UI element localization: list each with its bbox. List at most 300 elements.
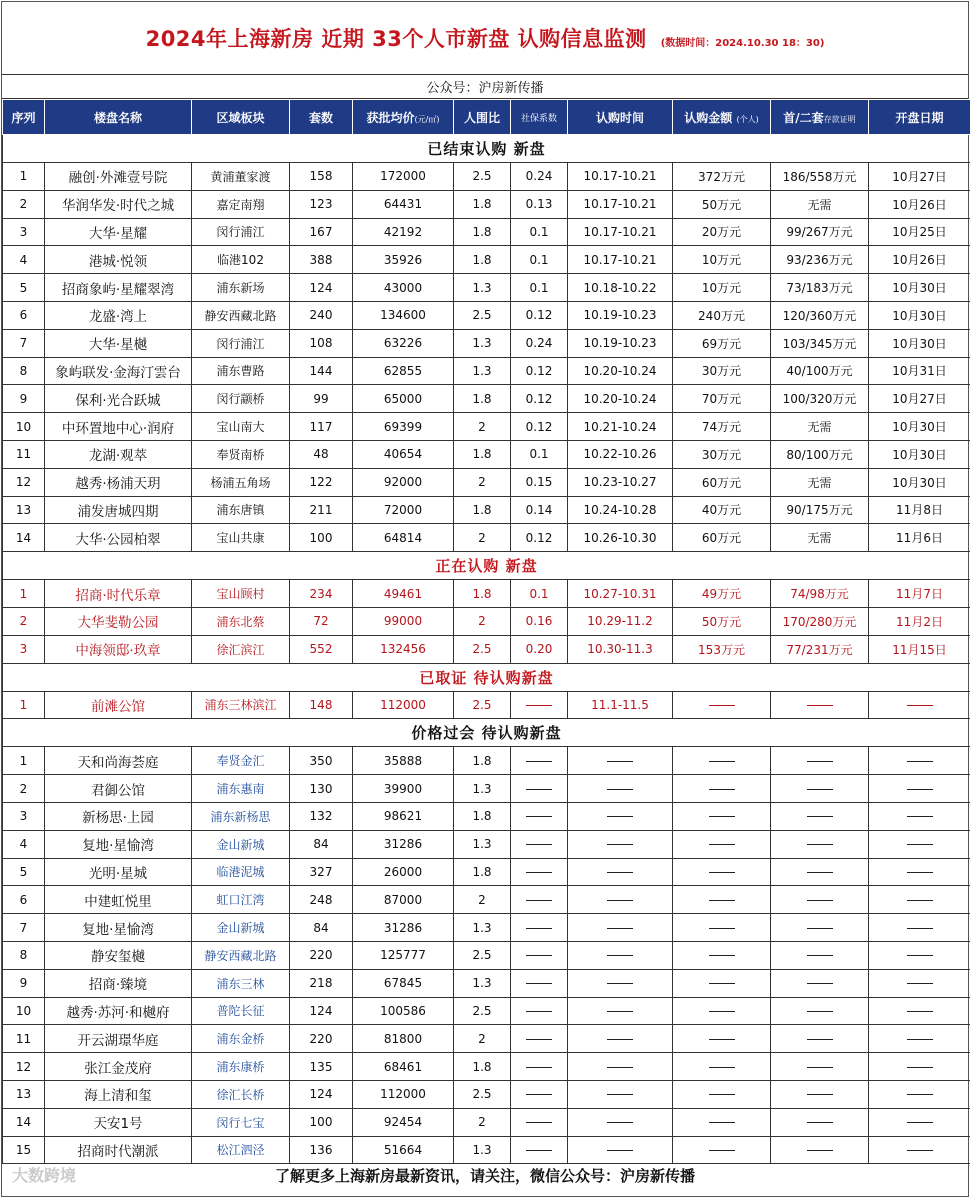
- units: 158: [290, 163, 353, 191]
- dash-mark: [907, 1039, 933, 1040]
- dash-mark: [907, 761, 933, 762]
- units: 388: [290, 246, 353, 274]
- table-row: [3, 886, 970, 914]
- row-index: 14: [3, 1108, 45, 1136]
- ratio: 2: [454, 886, 511, 914]
- district: 临港泥城: [192, 858, 290, 886]
- subscribe-amount: 30万元: [673, 440, 771, 468]
- dash-mark: [526, 900, 552, 901]
- project-name: 融创·外滩壹号院: [45, 163, 192, 191]
- col-price: 获批均价(元/㎡): [353, 100, 454, 135]
- open-date: 10月27日: [869, 385, 970, 413]
- subscribe-time: [568, 1080, 673, 1108]
- ratio: 1.8: [454, 385, 511, 413]
- avg-price: 92454: [353, 1108, 454, 1136]
- row-index: 7: [3, 329, 45, 357]
- avg-price: 134600: [353, 301, 454, 329]
- first-second-deposit: [771, 1108, 869, 1136]
- units: 167: [290, 218, 353, 246]
- district: 奉贤金汇: [192, 747, 290, 775]
- subscribe-time: [568, 830, 673, 858]
- data-timestamp: (数据时间：2024.10.30 18：30): [661, 34, 825, 49]
- ratio: 1.8: [454, 580, 511, 608]
- row-index: 11: [3, 1025, 45, 1053]
- table-row: [3, 1025, 970, 1053]
- subscribe-time: 10.17-10.21: [568, 246, 673, 274]
- table-row: [3, 635, 970, 663]
- dash-mark: [526, 816, 552, 817]
- subscribe-time: 10.26-10.30: [568, 524, 673, 552]
- district: 宝山共康: [192, 524, 290, 552]
- row-index: 15: [3, 1136, 45, 1164]
- table-row: [3, 190, 970, 218]
- dash-mark: [526, 1067, 552, 1068]
- subscribe-time: 10.19-10.23: [568, 329, 673, 357]
- row-index: 13: [3, 1080, 45, 1108]
- first-second-deposit: 90/175万元: [771, 496, 869, 524]
- subscribe-amount: 50万元: [673, 607, 771, 635]
- project-name: 前滩公馆: [45, 691, 192, 719]
- row-index: 1: [3, 163, 45, 191]
- open-date: [869, 1053, 970, 1081]
- project-name: 复地·星愉湾: [45, 914, 192, 942]
- account-line: 公众号：沪房新传播: [2, 75, 968, 99]
- social-coeff: 0.24: [511, 163, 568, 191]
- first-second-deposit: 80/100万元: [771, 440, 869, 468]
- first-second-deposit: [771, 858, 869, 886]
- first-second-deposit: [771, 1025, 869, 1053]
- footer-note: 了解更多上海新房最新资讯，请关注，微信公众号：沪房新传播: [2, 1154, 968, 1196]
- dash-mark: [526, 1150, 552, 1151]
- district: 浦东新场: [192, 274, 290, 302]
- district: 松江泗泾: [192, 1136, 290, 1164]
- subscribe-time: [568, 775, 673, 803]
- avg-price: 132456: [353, 635, 454, 663]
- dash-mark: [607, 816, 633, 817]
- units: 136: [290, 1136, 353, 1164]
- avg-price: 63226: [353, 329, 454, 357]
- district: 闵行七宝: [192, 1108, 290, 1136]
- table-row: [3, 218, 970, 246]
- first-second-deposit: [771, 997, 869, 1025]
- table-row: [3, 802, 970, 830]
- social-coeff: 0.1: [511, 580, 568, 608]
- open-date: [869, 1080, 970, 1108]
- project-name: 天安1号: [45, 1108, 192, 1136]
- dash-mark: [807, 872, 833, 873]
- project-name: 招商象屿·星耀翠湾: [45, 274, 192, 302]
- row-index: 7: [3, 914, 45, 942]
- subscribe-amount: 372万元: [673, 163, 771, 191]
- project-name: 天和尚海荟庭: [45, 747, 192, 775]
- first-second-deposit: 170/280万元: [771, 607, 869, 635]
- first-second-deposit: 99/267万元: [771, 218, 869, 246]
- dash-mark: [709, 1150, 735, 1151]
- social-coeff: [511, 830, 568, 858]
- dash-mark: [526, 1011, 552, 1012]
- subscribe-amount: 153万元: [673, 635, 771, 663]
- col-index: 序列: [3, 100, 45, 135]
- table-row: [3, 1080, 970, 1108]
- subscribe-time: 10.23-10.27: [568, 468, 673, 496]
- dash-mark: [709, 900, 735, 901]
- open-date: 10月30日: [869, 274, 970, 302]
- ratio: 1.8: [454, 747, 511, 775]
- dash-mark: [709, 983, 735, 984]
- project-name: 招商·臻境: [45, 969, 192, 997]
- table-row: [3, 385, 970, 413]
- social-coeff: [511, 969, 568, 997]
- avg-price: 112000: [353, 1080, 454, 1108]
- district: 浦东唐镇: [192, 496, 290, 524]
- dash-mark: [807, 1122, 833, 1123]
- table-row: [3, 413, 970, 441]
- ratio: 1.8: [454, 218, 511, 246]
- project-name: 静安玺樾: [45, 941, 192, 969]
- subscribe-amount: [673, 969, 771, 997]
- units: 108: [290, 329, 353, 357]
- dash-mark: [607, 1094, 633, 1095]
- row-index: 4: [3, 246, 45, 274]
- first-second-deposit: [771, 747, 869, 775]
- ratio: 1.3: [454, 357, 511, 385]
- subscribe-amount: [673, 747, 771, 775]
- row-index: 1: [3, 747, 45, 775]
- subscribe-amount: 10万元: [673, 246, 771, 274]
- avg-price: 43000: [353, 274, 454, 302]
- row-index: 2: [3, 190, 45, 218]
- ratio: 1.8: [454, 246, 511, 274]
- avg-price: 51664: [353, 1136, 454, 1164]
- district: 浦东三林: [192, 969, 290, 997]
- project-name: 招商时代潮派: [45, 1136, 192, 1164]
- ratio: 1.3: [454, 914, 511, 942]
- open-date: [869, 941, 970, 969]
- project-name: 中环置地中心·润府: [45, 413, 192, 441]
- subscribe-amount: 40万元: [673, 496, 771, 524]
- subscribe-time: [568, 1053, 673, 1081]
- table-row: [3, 580, 970, 608]
- ratio: 1.3: [454, 1136, 511, 1164]
- subscribe-amount: 240万元: [673, 301, 771, 329]
- row-index: 13: [3, 496, 45, 524]
- dash-mark: [709, 1039, 735, 1040]
- row-index: 12: [3, 1053, 45, 1081]
- social-coeff: [511, 914, 568, 942]
- open-date: [869, 858, 970, 886]
- row-index: 6: [3, 886, 45, 914]
- dash-mark: [907, 983, 933, 984]
- ratio: 2.5: [454, 163, 511, 191]
- subscribe-amount: [673, 886, 771, 914]
- dash-mark: [907, 900, 933, 901]
- first-second-deposit: 40/100万元: [771, 357, 869, 385]
- monitor-sheet: [1, 1, 969, 1197]
- avg-price: 98621: [353, 802, 454, 830]
- dash-mark: [807, 761, 833, 762]
- open-date: [869, 747, 970, 775]
- open-date: [869, 886, 970, 914]
- district: 浦东康桥: [192, 1053, 290, 1081]
- row-index: 11: [3, 440, 45, 468]
- ratio: 2: [454, 1025, 511, 1053]
- subscribe-time: [568, 941, 673, 969]
- dash-mark: [807, 1067, 833, 1068]
- district: 嘉定南翔: [192, 190, 290, 218]
- dash-mark: [709, 1067, 735, 1068]
- open-date: [869, 775, 970, 803]
- social-coeff: [511, 747, 568, 775]
- dash-mark: [709, 761, 735, 762]
- project-name: 越秀·杨浦天玥: [45, 468, 192, 496]
- social-coeff: 0.12: [511, 413, 568, 441]
- district: 普陀长征: [192, 997, 290, 1025]
- units: 100: [290, 1108, 353, 1136]
- ratio: 1.8: [454, 858, 511, 886]
- social-coeff: [511, 997, 568, 1025]
- dash-mark: [709, 1011, 735, 1012]
- table-row: [3, 775, 970, 803]
- units: 130: [290, 775, 353, 803]
- section-row: [3, 135, 970, 163]
- dash-mark: [709, 1094, 735, 1095]
- open-date: 11月15日: [869, 635, 970, 663]
- open-date: [869, 691, 970, 719]
- district: 黄浦董家渡: [192, 163, 290, 191]
- units: 220: [290, 1025, 353, 1053]
- project-name: 大华·星樾: [45, 329, 192, 357]
- dash-mark: [907, 1094, 933, 1095]
- dash-mark: [526, 1122, 552, 1123]
- social-coeff: 0.24: [511, 329, 568, 357]
- dash-mark: [607, 955, 633, 956]
- table-row: [3, 246, 970, 274]
- first-second-deposit: 无需: [771, 468, 869, 496]
- first-second-deposit: 186/558万元: [771, 163, 869, 191]
- first-second-deposit: 无需: [771, 524, 869, 552]
- avg-price: 26000: [353, 858, 454, 886]
- district: 宝山南大: [192, 413, 290, 441]
- avg-price: 125777: [353, 941, 454, 969]
- social-coeff: 0.20: [511, 635, 568, 663]
- first-second-deposit: 77/231万元: [771, 635, 869, 663]
- table-row: [3, 914, 970, 942]
- dash-mark: [907, 789, 933, 790]
- dash-mark: [607, 872, 633, 873]
- ratio: 2.5: [454, 941, 511, 969]
- subscribe-amount: [673, 1108, 771, 1136]
- units: 132: [290, 802, 353, 830]
- table-row: [3, 301, 970, 329]
- row-index: 14: [3, 524, 45, 552]
- col-amount: 认购金额 (个人): [673, 100, 771, 135]
- first-second-deposit: [771, 1053, 869, 1081]
- dash-mark: [526, 789, 552, 790]
- district: 闵行颛桥: [192, 385, 290, 413]
- first-second-deposit: [771, 886, 869, 914]
- table-row: [3, 496, 970, 524]
- open-date: 10月25日: [869, 218, 970, 246]
- dash-mark: [907, 1067, 933, 1068]
- social-coeff: [511, 1025, 568, 1053]
- avg-price: 64431: [353, 190, 454, 218]
- open-date: 10月30日: [869, 468, 970, 496]
- avg-price: 39900: [353, 775, 454, 803]
- open-date: [869, 802, 970, 830]
- table-row: [3, 747, 970, 775]
- subscribe-time: 10.17-10.21: [568, 163, 673, 191]
- subscribe-time: 10.21-10.24: [568, 413, 673, 441]
- col-open-date: 开盘日期: [869, 100, 970, 135]
- social-coeff: 0.12: [511, 385, 568, 413]
- subscribe-amount: [673, 802, 771, 830]
- ratio: 2: [454, 524, 511, 552]
- subscribe-time: 10.24-10.28: [568, 496, 673, 524]
- row-index: 9: [3, 385, 45, 413]
- header-row: [3, 100, 970, 135]
- table-row: [3, 1053, 970, 1081]
- subscribe-time: [568, 1025, 673, 1053]
- ratio: 1.8: [454, 440, 511, 468]
- social-coeff: [511, 1053, 568, 1081]
- col-district: 区域板块: [192, 100, 290, 135]
- row-index: 12: [3, 468, 45, 496]
- row-index: 1: [3, 580, 45, 608]
- row-index: 8: [3, 357, 45, 385]
- open-date: 10月30日: [869, 413, 970, 441]
- row-index: 2: [3, 607, 45, 635]
- section-title: 价格过会 待认购新盘: [3, 719, 970, 747]
- project-name: 浦发唐城四期: [45, 496, 192, 524]
- social-coeff: 0.1: [511, 218, 568, 246]
- units: 48: [290, 440, 353, 468]
- dash-mark: [607, 900, 633, 901]
- units: 552: [290, 635, 353, 663]
- units: 144: [290, 357, 353, 385]
- social-coeff: 0.1: [511, 246, 568, 274]
- subscribe-time: [568, 1108, 673, 1136]
- subscribe-time: [568, 914, 673, 942]
- ratio: 2: [454, 468, 511, 496]
- district: 宝山顾村: [192, 580, 290, 608]
- table-row: [3, 274, 970, 302]
- dash-mark: [709, 789, 735, 790]
- social-coeff: 0.1: [511, 274, 568, 302]
- ratio: 2.5: [454, 1080, 511, 1108]
- subscribe-amount: 50万元: [673, 190, 771, 218]
- district: 临港102: [192, 246, 290, 274]
- open-date: 10月30日: [869, 329, 970, 357]
- social-coeff: 0.13: [511, 190, 568, 218]
- open-date: 10月26日: [869, 246, 970, 274]
- dash-mark: [709, 844, 735, 845]
- table-row: [3, 1108, 970, 1136]
- ratio: 1.3: [454, 775, 511, 803]
- project-name: 中海领邸·玖章: [45, 635, 192, 663]
- dash-mark: [807, 928, 833, 929]
- row-index: 9: [3, 969, 45, 997]
- subscribe-amount: [673, 775, 771, 803]
- units: 100: [290, 524, 353, 552]
- social-coeff: [511, 941, 568, 969]
- avg-price: 172000: [353, 163, 454, 191]
- dash-mark: [526, 928, 552, 929]
- units: 84: [290, 914, 353, 942]
- social-coeff: 0.1: [511, 440, 568, 468]
- subscribe-amount: [673, 997, 771, 1025]
- row-index: 10: [3, 413, 45, 441]
- social-coeff: [511, 1108, 568, 1136]
- first-second-deposit: 73/183万元: [771, 274, 869, 302]
- social-coeff: [511, 802, 568, 830]
- avg-price: 35926: [353, 246, 454, 274]
- subscribe-time: [568, 969, 673, 997]
- social-coeff: 0.16: [511, 607, 568, 635]
- table-body: [3, 135, 970, 1164]
- units: 122: [290, 468, 353, 496]
- table-row: [3, 969, 970, 997]
- subscribe-time: [568, 997, 673, 1025]
- section-row: [3, 663, 970, 691]
- project-name: 招商·时代乐章: [45, 580, 192, 608]
- row-index: 4: [3, 830, 45, 858]
- open-date: 10月26日: [869, 190, 970, 218]
- subscribe-time: [568, 802, 673, 830]
- social-coeff: [511, 858, 568, 886]
- row-index: 1: [3, 691, 45, 719]
- open-date: 10月30日: [869, 301, 970, 329]
- dash-mark: [607, 1039, 633, 1040]
- row-index: 5: [3, 274, 45, 302]
- units: 234: [290, 580, 353, 608]
- first-second-deposit: [771, 802, 869, 830]
- section-title: 已取证 待认购新盘: [3, 663, 970, 691]
- col-ratio: 人围比: [454, 100, 511, 135]
- dash-mark: [709, 955, 735, 956]
- units: 211: [290, 496, 353, 524]
- dash-mark: [907, 1122, 933, 1123]
- dash-mark: [709, 705, 735, 706]
- units: 124: [290, 1080, 353, 1108]
- subscribe-time: 10.17-10.21: [568, 190, 673, 218]
- units: 84: [290, 830, 353, 858]
- subscribe-amount: [673, 830, 771, 858]
- first-second-deposit: [771, 691, 869, 719]
- col-time: 认购时间: [568, 100, 673, 135]
- subscribe-amount: 69万元: [673, 329, 771, 357]
- district: 虹口江湾: [192, 886, 290, 914]
- project-name: 港城·悦领: [45, 246, 192, 274]
- dash-mark: [607, 1067, 633, 1068]
- dash-mark: [907, 705, 933, 706]
- table-row: [3, 941, 970, 969]
- social-coeff: 0.12: [511, 357, 568, 385]
- avg-price: 100586: [353, 997, 454, 1025]
- district: 浦东金桥: [192, 1025, 290, 1053]
- subscribe-time: 10.29-11.2: [568, 607, 673, 635]
- ratio: 1.8: [454, 802, 511, 830]
- subscribe-time: 10.27-10.31: [568, 580, 673, 608]
- units: 148: [290, 691, 353, 719]
- project-name: 复地·星愉湾: [45, 830, 192, 858]
- project-name: 张江金茂府: [45, 1053, 192, 1081]
- dash-mark: [807, 955, 833, 956]
- project-name: 光明·星城: [45, 858, 192, 886]
- ratio: 2.5: [454, 301, 511, 329]
- page-title: 2024年上海新房 近期 33个人市新盘 认购信息监测: [146, 23, 647, 53]
- project-name: 大华·公园柏翠: [45, 524, 192, 552]
- subscribe-time: 10.30-11.3: [568, 635, 673, 663]
